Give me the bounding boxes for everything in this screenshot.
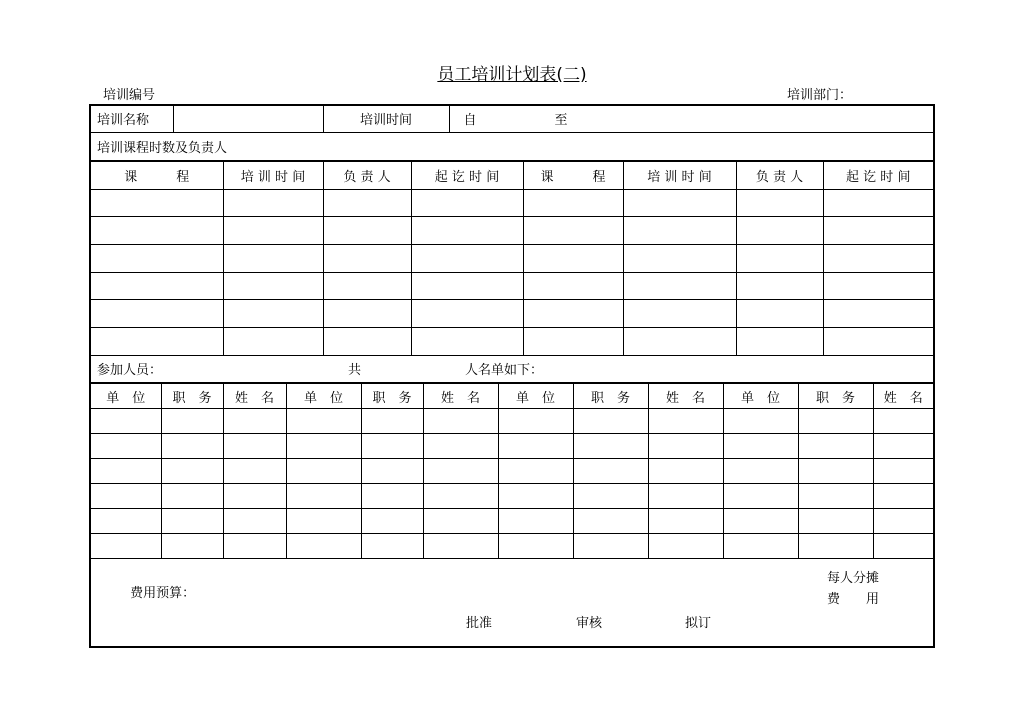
participant-cell[interactable] [161,534,223,559]
participant-cell[interactable] [361,409,423,434]
participant-cell[interactable] [423,534,498,559]
participant-cell[interactable] [648,509,723,534]
course-cell[interactable] [411,217,523,245]
participant-cell[interactable] [573,434,648,459]
participant-header: 单 位 [498,384,573,409]
course-cell[interactable] [323,327,411,355]
participant-cell[interactable] [361,509,423,534]
participant-cell[interactable] [723,434,798,459]
budget-cell[interactable] [91,559,933,646]
from-label: 自 [463,113,477,129]
course-cell[interactable] [91,217,223,245]
course-cell[interactable] [523,327,623,355]
course-cell[interactable] [823,300,933,328]
participant-cell[interactable] [423,509,498,534]
participant-cell[interactable] [648,484,723,509]
course-row [91,272,933,300]
course-cell[interactable] [623,300,736,328]
participant-cell[interactable] [498,534,573,559]
training-name-label: 培训名称 [91,106,173,132]
course-cell[interactable] [623,327,736,355]
participant-cell[interactable] [286,484,361,509]
participant-cell[interactable] [361,459,423,484]
course-cell[interactable] [411,272,523,300]
course-cell[interactable] [91,189,223,217]
participant-header: 职 务 [361,384,423,409]
participant-cell[interactable] [723,459,798,484]
course-cell[interactable] [823,272,933,300]
course-cell[interactable] [323,272,411,300]
course-header: 起 讫 时 间 [823,161,933,189]
participant-cell[interactable] [873,434,933,459]
course-cell[interactable] [223,272,323,300]
participant-cell[interactable] [161,459,223,484]
participant-row [91,409,933,434]
to-label: 至 [554,113,568,129]
per-person-label-2: 费 用 [827,592,880,608]
budget-label: 费用预算： [130,586,196,602]
training-no-label: 培训编号 [103,88,156,103]
page-title: 员工培训计划表(二) [437,65,587,85]
course-cell[interactable] [523,244,623,272]
participant-cell[interactable] [361,434,423,459]
training-plan-form [89,104,935,648]
course-cell[interactable] [223,217,323,245]
course-header: 培 训 时 间 [623,161,736,189]
participant-cell[interactable] [498,459,573,484]
participant-cell[interactable] [361,484,423,509]
participant-cell[interactable] [91,509,161,534]
participant-cell[interactable] [798,534,873,559]
participant-cell[interactable] [798,409,873,434]
participant-cell[interactable] [573,509,648,534]
participant-cell[interactable] [223,484,286,509]
course-row [91,217,933,245]
participant-cell[interactable] [223,509,286,534]
course-cell[interactable] [736,300,823,328]
participant-header: 姓 名 [423,384,498,409]
course-header: 课 程 [91,161,223,189]
course-cell[interactable] [411,189,523,217]
course-cell[interactable] [523,272,623,300]
course-cell[interactable] [523,217,623,245]
training-name-field[interactable] [173,106,323,132]
course-cell[interactable] [91,300,223,328]
course-cell[interactable] [223,189,323,217]
participant-row [91,484,933,509]
participant-cell[interactable] [423,434,498,459]
per-person-label-1: 每人分摊 [827,571,880,587]
participant-cell[interactable] [161,484,223,509]
course-cell[interactable] [223,244,323,272]
participant-cell[interactable] [161,434,223,459]
name-row-table [91,106,933,161]
course-cell[interactable] [223,327,323,355]
course-cell[interactable] [623,217,736,245]
course-cell[interactable] [736,272,823,300]
participant-header: 姓 名 [873,384,933,409]
course-cell[interactable] [91,272,223,300]
participant-header: 职 务 [573,384,648,409]
list-label: 人名单如下： [465,363,544,379]
course-cell[interactable] [223,300,323,328]
participant-header: 姓 名 [223,384,286,409]
participant-cell[interactable] [91,459,161,484]
course-cell[interactable] [323,217,411,245]
participant-cell[interactable] [798,509,873,534]
participant-header: 单 位 [91,384,161,409]
participant-cell[interactable] [91,534,161,559]
participant-cell[interactable] [873,484,933,509]
participant-cell[interactable] [798,484,873,509]
course-cell[interactable] [323,300,411,328]
participants-label: 参加人员： [97,363,163,379]
training-time-field[interactable] [449,106,933,132]
course-cell[interactable] [736,244,823,272]
participant-cell[interactable] [361,534,423,559]
participant-cell[interactable] [873,534,933,559]
course-cell[interactable] [91,244,223,272]
participant-cell[interactable] [573,459,648,484]
participant-cell[interactable] [91,484,161,509]
participant-cell[interactable] [223,534,286,559]
participant-cell[interactable] [723,484,798,509]
course-section-label: 培训课程时数及负责人 [91,132,933,160]
participant-cell[interactable] [223,409,286,434]
participant-cell[interactable] [423,484,498,509]
participants-line [91,356,933,383]
participant-cell[interactable] [161,509,223,534]
participant-cell[interactable] [223,459,286,484]
participant-row [91,434,933,459]
participant-cell[interactable] [286,409,361,434]
participant-cell[interactable] [648,534,723,559]
course-cell[interactable] [411,244,523,272]
course-header: 起 讫 时 间 [411,161,523,189]
participant-cell[interactable] [498,484,573,509]
participant-cell[interactable] [648,434,723,459]
participant-row [91,459,933,484]
course-cell[interactable] [736,217,823,245]
course-row [91,300,933,328]
total-label: 共 [348,363,362,379]
participant-header: 职 务 [798,384,873,409]
course-header: 负 责 人 [736,161,823,189]
participant-table [91,383,933,559]
participant-cell[interactable] [91,409,161,434]
participant-cell[interactable] [873,509,933,534]
course-row [91,327,933,355]
participant-cell[interactable] [286,534,361,559]
participant-header: 职 务 [161,384,223,409]
participant-cell[interactable] [286,459,361,484]
course-row [91,244,933,272]
course-cell[interactable] [823,189,933,217]
participant-cell[interactable] [723,534,798,559]
training-time-label: 培训时间 [323,106,449,132]
participant-cell[interactable] [573,484,648,509]
draft-label: 拟订 [685,616,712,631]
course-cell[interactable] [411,300,523,328]
course-header: 培 训 时 间 [223,161,323,189]
participant-cell[interactable] [423,409,498,434]
course-table [91,161,933,356]
course-cell[interactable] [91,327,223,355]
course-cell[interactable] [323,244,411,272]
participant-cell[interactable] [648,409,723,434]
participant-header: 单 位 [723,384,798,409]
course-cell[interactable] [523,189,623,217]
participant-cell[interactable] [498,409,573,434]
participant-row [91,534,933,559]
training-dept-label: 培训部门： [787,88,853,103]
participant-cell[interactable] [223,434,286,459]
course-cell[interactable] [623,272,736,300]
participant-cell[interactable] [798,434,873,459]
participant-cell[interactable] [286,509,361,534]
course-cell[interactable] [823,244,933,272]
course-cell[interactable] [823,217,933,245]
participants-row-table [91,356,933,384]
participant-cell[interactable] [498,434,573,459]
participant-cell[interactable] [161,409,223,434]
course-cell[interactable] [736,189,823,217]
participant-cell[interactable] [573,409,648,434]
course-cell[interactable] [323,189,411,217]
participant-row [91,509,933,534]
participant-cell[interactable] [573,534,648,559]
participant-cell[interactable] [873,459,933,484]
course-cell[interactable] [523,300,623,328]
participant-cell[interactable] [286,434,361,459]
participant-cell[interactable] [798,459,873,484]
course-cell[interactable] [823,327,933,355]
participant-cell[interactable] [873,409,933,434]
course-cell[interactable] [623,244,736,272]
participant-header: 单 位 [286,384,361,409]
participant-cell[interactable] [723,409,798,434]
course-cell[interactable] [411,327,523,355]
budget-table [91,559,933,646]
course-cell[interactable] [623,189,736,217]
course-header: 负 责 人 [323,161,411,189]
review-label: 审核 [576,616,603,631]
participant-cell[interactable] [723,509,798,534]
course-header: 课 程 [523,161,623,189]
course-row [91,189,933,217]
course-cell[interactable] [736,327,823,355]
participant-cell[interactable] [91,434,161,459]
approve-label: 批准 [466,616,493,631]
participant-cell[interactable] [423,459,498,484]
participant-cell[interactable] [498,509,573,534]
participant-cell[interactable] [648,459,723,484]
participant-header: 姓 名 [648,384,723,409]
